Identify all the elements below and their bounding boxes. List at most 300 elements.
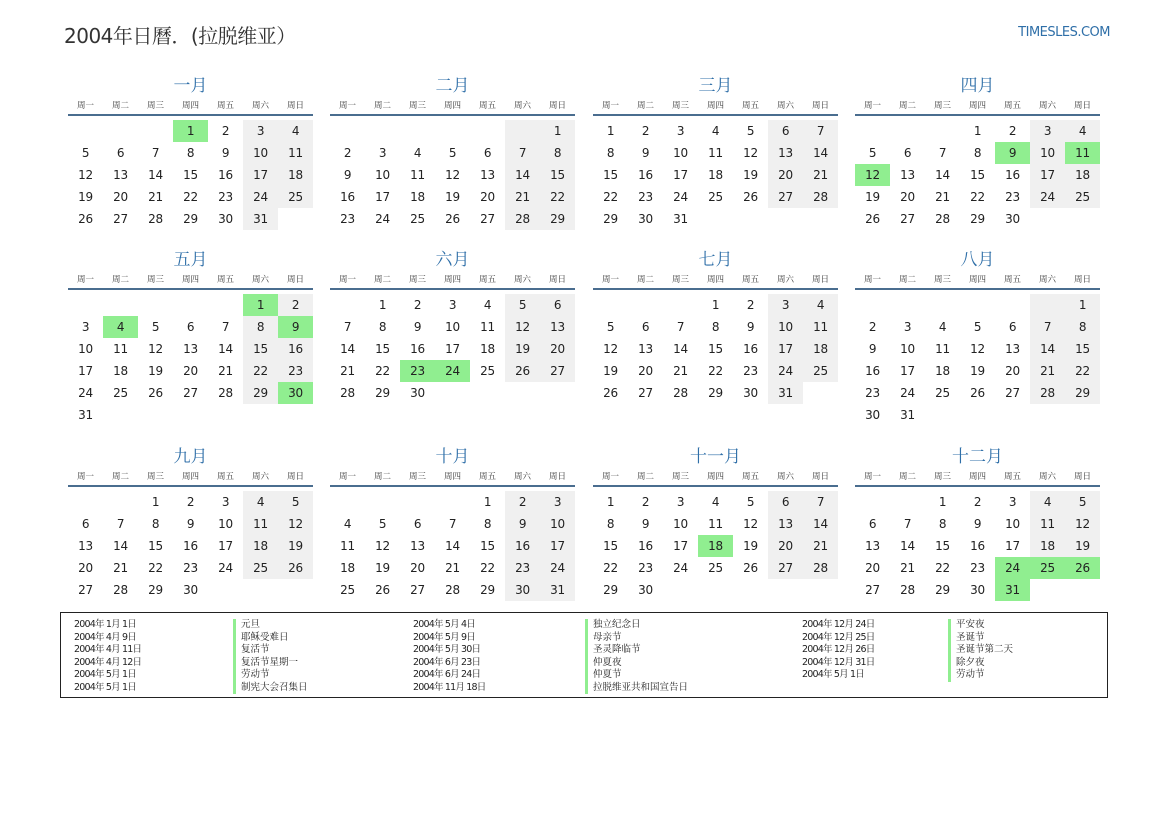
empty-cell (435, 382, 470, 404)
day-cell: 22 (183, 190, 198, 204)
empty-cell (540, 382, 575, 404)
empty-cell (400, 491, 435, 513)
day-cell: 9 (641, 146, 650, 160)
day-cell: 12 (505, 316, 540, 338)
empty-cell (593, 294, 628, 316)
holiday-date-column (413, 619, 486, 694)
day-cell: 14 (935, 168, 950, 182)
day-cell: 14 (340, 342, 355, 356)
empty-cell (208, 294, 243, 316)
day-cell: 18 (278, 164, 313, 186)
holiday-name: 拉脱维亚共和国宣告日 (585, 682, 688, 695)
day-cell: 23 (278, 360, 313, 382)
day-cell: 23 (183, 561, 198, 575)
day-cell: 1 (606, 495, 615, 509)
month-name: 十月 (435, 447, 470, 467)
day-cell: 21 (445, 561, 460, 575)
day-cell: 13 (480, 168, 495, 182)
day-cell: 11 (480, 320, 495, 334)
day-cell: 22 (480, 561, 495, 575)
day-cell: 16 (183, 539, 198, 553)
day-cell: 19 (148, 364, 163, 378)
empty-cell (330, 294, 365, 316)
day-cell: 29 (935, 583, 950, 597)
day-cell: 26 (970, 386, 985, 400)
weekday-label: 周六 (251, 472, 269, 482)
weekday-label: 周六 (776, 472, 794, 482)
empty-cell (1065, 208, 1100, 230)
weekday-label: 周六 (1038, 275, 1056, 285)
empty-cell (173, 294, 208, 316)
day-cell: 28 (935, 212, 950, 226)
day-cell: 28 (1030, 382, 1065, 404)
day-cell: 17 (445, 342, 460, 356)
day-cell: 24 (435, 360, 470, 382)
day-cell: 2 (1008, 124, 1017, 138)
day-cell: 17 (900, 364, 915, 378)
holiday-date: 2004年 5月 1日 (802, 669, 865, 680)
day-cell: 29 (243, 382, 278, 404)
day-cell: 18 (340, 561, 355, 575)
day-grid (855, 491, 1100, 601)
day-cell: 17 (218, 539, 233, 553)
day-cell: 26 (375, 583, 390, 597)
empty-cell (208, 404, 243, 426)
day-cell: 27 (113, 212, 128, 226)
weekday-label: 周五 (1003, 275, 1021, 285)
weekday-label: 周六 (1038, 101, 1056, 111)
day-cell: 4 (483, 298, 492, 312)
day-cell: 8 (243, 316, 278, 338)
empty-cell (1030, 294, 1065, 316)
day-cell: 9 (186, 517, 195, 531)
day-cell: 21 (113, 561, 128, 575)
holiday-date: 2004年 4月 9日 (74, 631, 137, 643)
day-cell: 16 (970, 539, 985, 553)
month-name: 十二月 (952, 447, 1003, 467)
day-cell: 29 (183, 212, 198, 226)
day-cell: 11 (708, 517, 723, 531)
empty-cell (505, 382, 540, 404)
day-cell: 21 (340, 364, 355, 378)
day-cell: 5 (1065, 491, 1100, 513)
weekday-label: 周三 (933, 101, 951, 111)
weekday-label: 周日 (286, 472, 304, 482)
day-cell: 23 (218, 190, 233, 204)
weekday-label: 周六 (1038, 472, 1056, 482)
day-cell: 24 (673, 190, 688, 204)
month-name: 九月 (173, 447, 208, 467)
day-cell: 7 (903, 517, 912, 531)
day-cell: 29 (375, 386, 390, 400)
weekday-label: 周四 (968, 275, 986, 285)
month-name: 一月 (173, 76, 208, 96)
holiday-name-column (948, 619, 1013, 682)
day-cell: 26 (505, 360, 540, 382)
day-cell: 10 (445, 320, 460, 334)
day-cell: 20 (540, 338, 575, 360)
day-cell: 10 (673, 146, 688, 160)
day-cell: 31 (540, 579, 575, 601)
day-cell: 9 (505, 513, 540, 535)
day-cell: 23 (638, 190, 653, 204)
day-cell: 2 (186, 495, 195, 509)
weekday-header (593, 98, 838, 116)
day-cell: 18 (1030, 535, 1065, 557)
day-cell: 20 (768, 164, 803, 186)
day-cell: 2 (868, 320, 877, 334)
day-cell: 12 (603, 342, 618, 356)
day-cell: 9 (278, 316, 313, 338)
weekday-label: 周四 (443, 472, 461, 482)
weekday-label: 周四 (968, 101, 986, 111)
day-cell: 5 (868, 146, 877, 160)
day-cell: 8 (606, 146, 615, 160)
month-block (593, 248, 838, 404)
day-cell: 22 (970, 190, 985, 204)
day-cell: 12 (278, 513, 313, 535)
day-cell: 3 (676, 495, 685, 509)
day-cell: 23 (865, 386, 880, 400)
holiday-date: 2004年 5月 1日 (74, 681, 137, 693)
holiday-date: 2004年 12月 31日 (802, 656, 875, 668)
empty-cell (855, 491, 890, 513)
day-cell: 6 (81, 517, 90, 531)
day-cell: 11 (410, 168, 425, 182)
day-cell: 23 (1005, 190, 1020, 204)
empty-cell (1065, 579, 1100, 601)
day-cell: 20 (183, 364, 198, 378)
holiday-date: 2004年 12月 25日 (802, 631, 875, 643)
empty-cell (103, 404, 138, 426)
weekday-label: 周一 (338, 275, 356, 285)
day-cell: 25 (1065, 186, 1100, 208)
day-cell: 6 (116, 146, 125, 160)
day-cell: 27 (1005, 386, 1020, 400)
day-cell: 30 (183, 583, 198, 597)
day-cell: 31 (78, 408, 93, 422)
day-cell: 13 (768, 513, 803, 535)
day-cell: 15 (935, 539, 950, 553)
day-cell: 3 (903, 320, 912, 334)
day-cell: 21 (148, 190, 163, 204)
weekday-label: 周三 (408, 101, 426, 111)
day-cell: 8 (711, 320, 720, 334)
empty-cell (890, 294, 925, 316)
day-cell: 24 (78, 386, 93, 400)
day-cell: 9 (641, 517, 650, 531)
day-cell: 19 (603, 364, 618, 378)
day-cell: 14 (803, 142, 838, 164)
day-cell: 31 (900, 408, 915, 422)
day-cell: 5 (81, 146, 90, 160)
empty-cell (855, 294, 890, 316)
day-cell: 8 (483, 517, 492, 531)
empty-cell (855, 120, 890, 142)
holiday-date-column (802, 619, 875, 682)
empty-cell (138, 120, 173, 142)
weekday-label: 周五 (478, 275, 496, 285)
site-link[interactable]: TIMESLES.COM (1018, 25, 1110, 40)
day-cell: 2 (505, 491, 540, 513)
day-cell: 26 (278, 557, 313, 579)
weekday-label: 周日 (286, 101, 304, 111)
weekday-label: 周五 (741, 275, 759, 285)
holiday-date: 2004年 1月 1日 (74, 619, 137, 630)
empty-cell (960, 404, 995, 426)
holiday-date-column (74, 619, 141, 694)
day-cell: 16 (638, 539, 653, 553)
holiday-name: 耶稣受难日 (233, 632, 308, 645)
empty-cell (733, 208, 768, 230)
weekday-label: 周二 (898, 472, 916, 482)
day-cell: 21 (673, 364, 688, 378)
day-grid (593, 294, 838, 404)
empty-cell (698, 579, 733, 601)
day-cell: 6 (413, 517, 422, 531)
day-cell: 29 (1065, 382, 1100, 404)
weekday-header (330, 98, 575, 116)
day-cell: 14 (148, 168, 163, 182)
holiday-name-column (585, 619, 688, 694)
day-cell: 15 (148, 539, 163, 553)
day-cell: 28 (340, 386, 355, 400)
day-cell: 28 (803, 557, 838, 579)
month-block (68, 248, 313, 426)
month-name: 二月 (435, 76, 470, 96)
weekday-header (855, 469, 1100, 487)
day-cell: 6 (186, 320, 195, 334)
holiday-name: 劳动节 (233, 669, 308, 682)
day-cell: 18 (698, 535, 733, 557)
day-cell: 18 (708, 168, 723, 182)
weekday-label: 周五 (741, 472, 759, 482)
day-cell: 14 (505, 164, 540, 186)
month-block (855, 74, 1100, 230)
weekday-label: 周五 (216, 472, 234, 482)
holiday-date: 2004年 5月 4日 (413, 619, 476, 630)
day-cell: 10 (243, 142, 278, 164)
weekday-label: 周六 (513, 275, 531, 285)
month-block (68, 445, 313, 601)
day-cell: 7 (505, 142, 540, 164)
day-cell: 22 (935, 561, 950, 575)
weekday-label: 周二 (636, 472, 654, 482)
day-cell: 26 (1065, 557, 1100, 579)
day-cell: 15 (603, 168, 618, 182)
day-cell: 10 (673, 517, 688, 531)
day-cell: 1 (483, 495, 492, 509)
day-cell: 26 (603, 386, 618, 400)
day-cell: 16 (1005, 168, 1020, 182)
day-cell: 26 (865, 212, 880, 226)
day-cell: 27 (410, 583, 425, 597)
day-cell: 21 (900, 561, 915, 575)
day-grid (593, 491, 838, 601)
day-cell: 31 (673, 212, 688, 226)
month-name: 八月 (960, 250, 995, 270)
day-cell: 28 (803, 186, 838, 208)
month-block (330, 445, 575, 601)
weekday-label: 周四 (181, 472, 199, 482)
day-cell: 4 (711, 124, 720, 138)
day-cell: 29 (148, 583, 163, 597)
empty-cell (890, 120, 925, 142)
day-cell: 19 (78, 190, 93, 204)
weekday-label: 周二 (898, 275, 916, 285)
day-cell: 30 (278, 382, 313, 404)
day-cell: 25 (340, 583, 355, 597)
day-cell: 5 (973, 320, 982, 334)
day-cell: 27 (78, 583, 93, 597)
day-cell: 27 (540, 360, 575, 382)
day-cell: 2 (973, 495, 982, 509)
day-cell: 28 (113, 583, 128, 597)
holiday-name: 圣灵降临节 (585, 644, 688, 657)
day-cell: 31 (243, 208, 278, 230)
day-cell: 17 (540, 535, 575, 557)
holiday-name: 平安夜 (948, 619, 1013, 632)
day-cell: 16 (743, 342, 758, 356)
day-cell: 6 (868, 517, 877, 531)
weekday-header (855, 98, 1100, 116)
empty-cell (103, 491, 138, 513)
day-cell: 30 (505, 579, 540, 601)
day-cell: 8 (973, 146, 982, 160)
day-cell: 20 (768, 535, 803, 557)
day-cell: 9 (995, 142, 1030, 164)
holiday-date: 2004年 5月 30日 (413, 644, 481, 655)
day-cell: 11 (1030, 513, 1065, 535)
day-cell: 9 (413, 320, 422, 334)
day-cell: 5 (606, 320, 615, 334)
day-cell: 6 (1008, 320, 1017, 334)
day-cell: 5 (746, 495, 755, 509)
day-cell: 28 (673, 386, 688, 400)
weekday-header (68, 469, 313, 487)
day-cell: 16 (278, 338, 313, 360)
holiday-name: 复活节 (233, 644, 308, 657)
day-cell: 8 (378, 320, 387, 334)
day-cell: 17 (78, 364, 93, 378)
day-cell: 11 (243, 513, 278, 535)
day-cell: 1 (1065, 294, 1100, 316)
day-cell: 30 (218, 212, 233, 226)
holiday-name: 独立纪念日 (585, 619, 688, 632)
day-cell: 7 (803, 491, 838, 513)
day-cell: 18 (1065, 164, 1100, 186)
month-name: 四月 (960, 76, 995, 96)
holiday-date: 2004年 12月 26日 (802, 644, 875, 655)
day-cell: 2 (343, 146, 352, 160)
empty-cell (435, 120, 470, 142)
holiday-date: 2004年 6月 24日 (413, 669, 481, 680)
day-cell: 23 (340, 212, 355, 226)
empty-cell (663, 294, 698, 316)
empty-cell (505, 120, 540, 142)
day-cell: 20 (410, 561, 425, 575)
empty-cell (330, 491, 365, 513)
month-name: 六月 (435, 250, 470, 270)
month-name: 十一月 (690, 447, 741, 467)
day-cell: 12 (1065, 513, 1100, 535)
weekday-label: 周六 (776, 275, 794, 285)
empty-cell (628, 294, 663, 316)
day-cell: 25 (1030, 557, 1065, 579)
day-cell: 8 (540, 142, 575, 164)
weekday-label: 周四 (706, 472, 724, 482)
holiday-name: 制宪大会召集日 (233, 682, 308, 695)
weekday-label: 周一 (76, 275, 94, 285)
day-cell: 9 (868, 342, 877, 356)
empty-cell (138, 404, 173, 426)
day-cell: 29 (970, 212, 985, 226)
day-cell: 1 (540, 120, 575, 142)
day-cell: 30 (638, 583, 653, 597)
day-cell: 24 (540, 557, 575, 579)
empty-cell (890, 491, 925, 513)
weekday-label: 周日 (548, 472, 566, 482)
weekday-header (855, 272, 1100, 290)
weekday-label: 周五 (741, 101, 759, 111)
weekday-label: 周一 (76, 101, 94, 111)
day-cell: 17 (673, 168, 688, 182)
day-cell: 20 (865, 561, 880, 575)
day-cell: 27 (865, 583, 880, 597)
day-cell: 2 (641, 495, 650, 509)
day-cell: 2 (413, 298, 422, 312)
day-cell: 22 (375, 364, 390, 378)
day-cell: 4 (343, 517, 352, 531)
empty-cell (995, 294, 1030, 316)
day-cell: 20 (480, 190, 495, 204)
weekday-label: 周二 (636, 101, 654, 111)
day-cell: 15 (183, 168, 198, 182)
day-cell: 11 (278, 142, 313, 164)
weekday-label: 周五 (478, 101, 496, 111)
empty-cell (103, 294, 138, 316)
holiday-date: 2004年 4月 11日 (74, 644, 142, 655)
day-cell: 21 (218, 364, 233, 378)
day-cell: 19 (445, 190, 460, 204)
day-cell: 2 (278, 294, 313, 316)
empty-cell (365, 120, 400, 142)
day-cell: 19 (970, 364, 985, 378)
weekday-label: 周四 (443, 275, 461, 285)
day-cell: 14 (445, 539, 460, 553)
day-cell: 16 (340, 190, 355, 204)
weekday-label: 周五 (1003, 101, 1021, 111)
day-cell: 24 (243, 186, 278, 208)
day-cell: 5 (151, 320, 160, 334)
day-cell: 23 (505, 557, 540, 579)
day-cell: 10 (900, 342, 915, 356)
day-cell: 12 (375, 539, 390, 553)
holiday-name: 劳动节 (948, 669, 1013, 682)
day-cell: 10 (1030, 142, 1065, 164)
day-cell: 4 (1065, 120, 1100, 142)
day-cell: 29 (708, 386, 723, 400)
day-cell: 30 (865, 408, 880, 422)
day-cell: 19 (865, 190, 880, 204)
day-cell: 12 (855, 164, 890, 186)
weekday-label: 周一 (601, 472, 619, 482)
day-cell: 30 (410, 386, 425, 400)
day-cell: 29 (603, 583, 618, 597)
holiday-date: 2004年 12月 24日 (802, 619, 875, 630)
weekday-label: 周六 (513, 101, 531, 111)
empty-cell (663, 579, 698, 601)
